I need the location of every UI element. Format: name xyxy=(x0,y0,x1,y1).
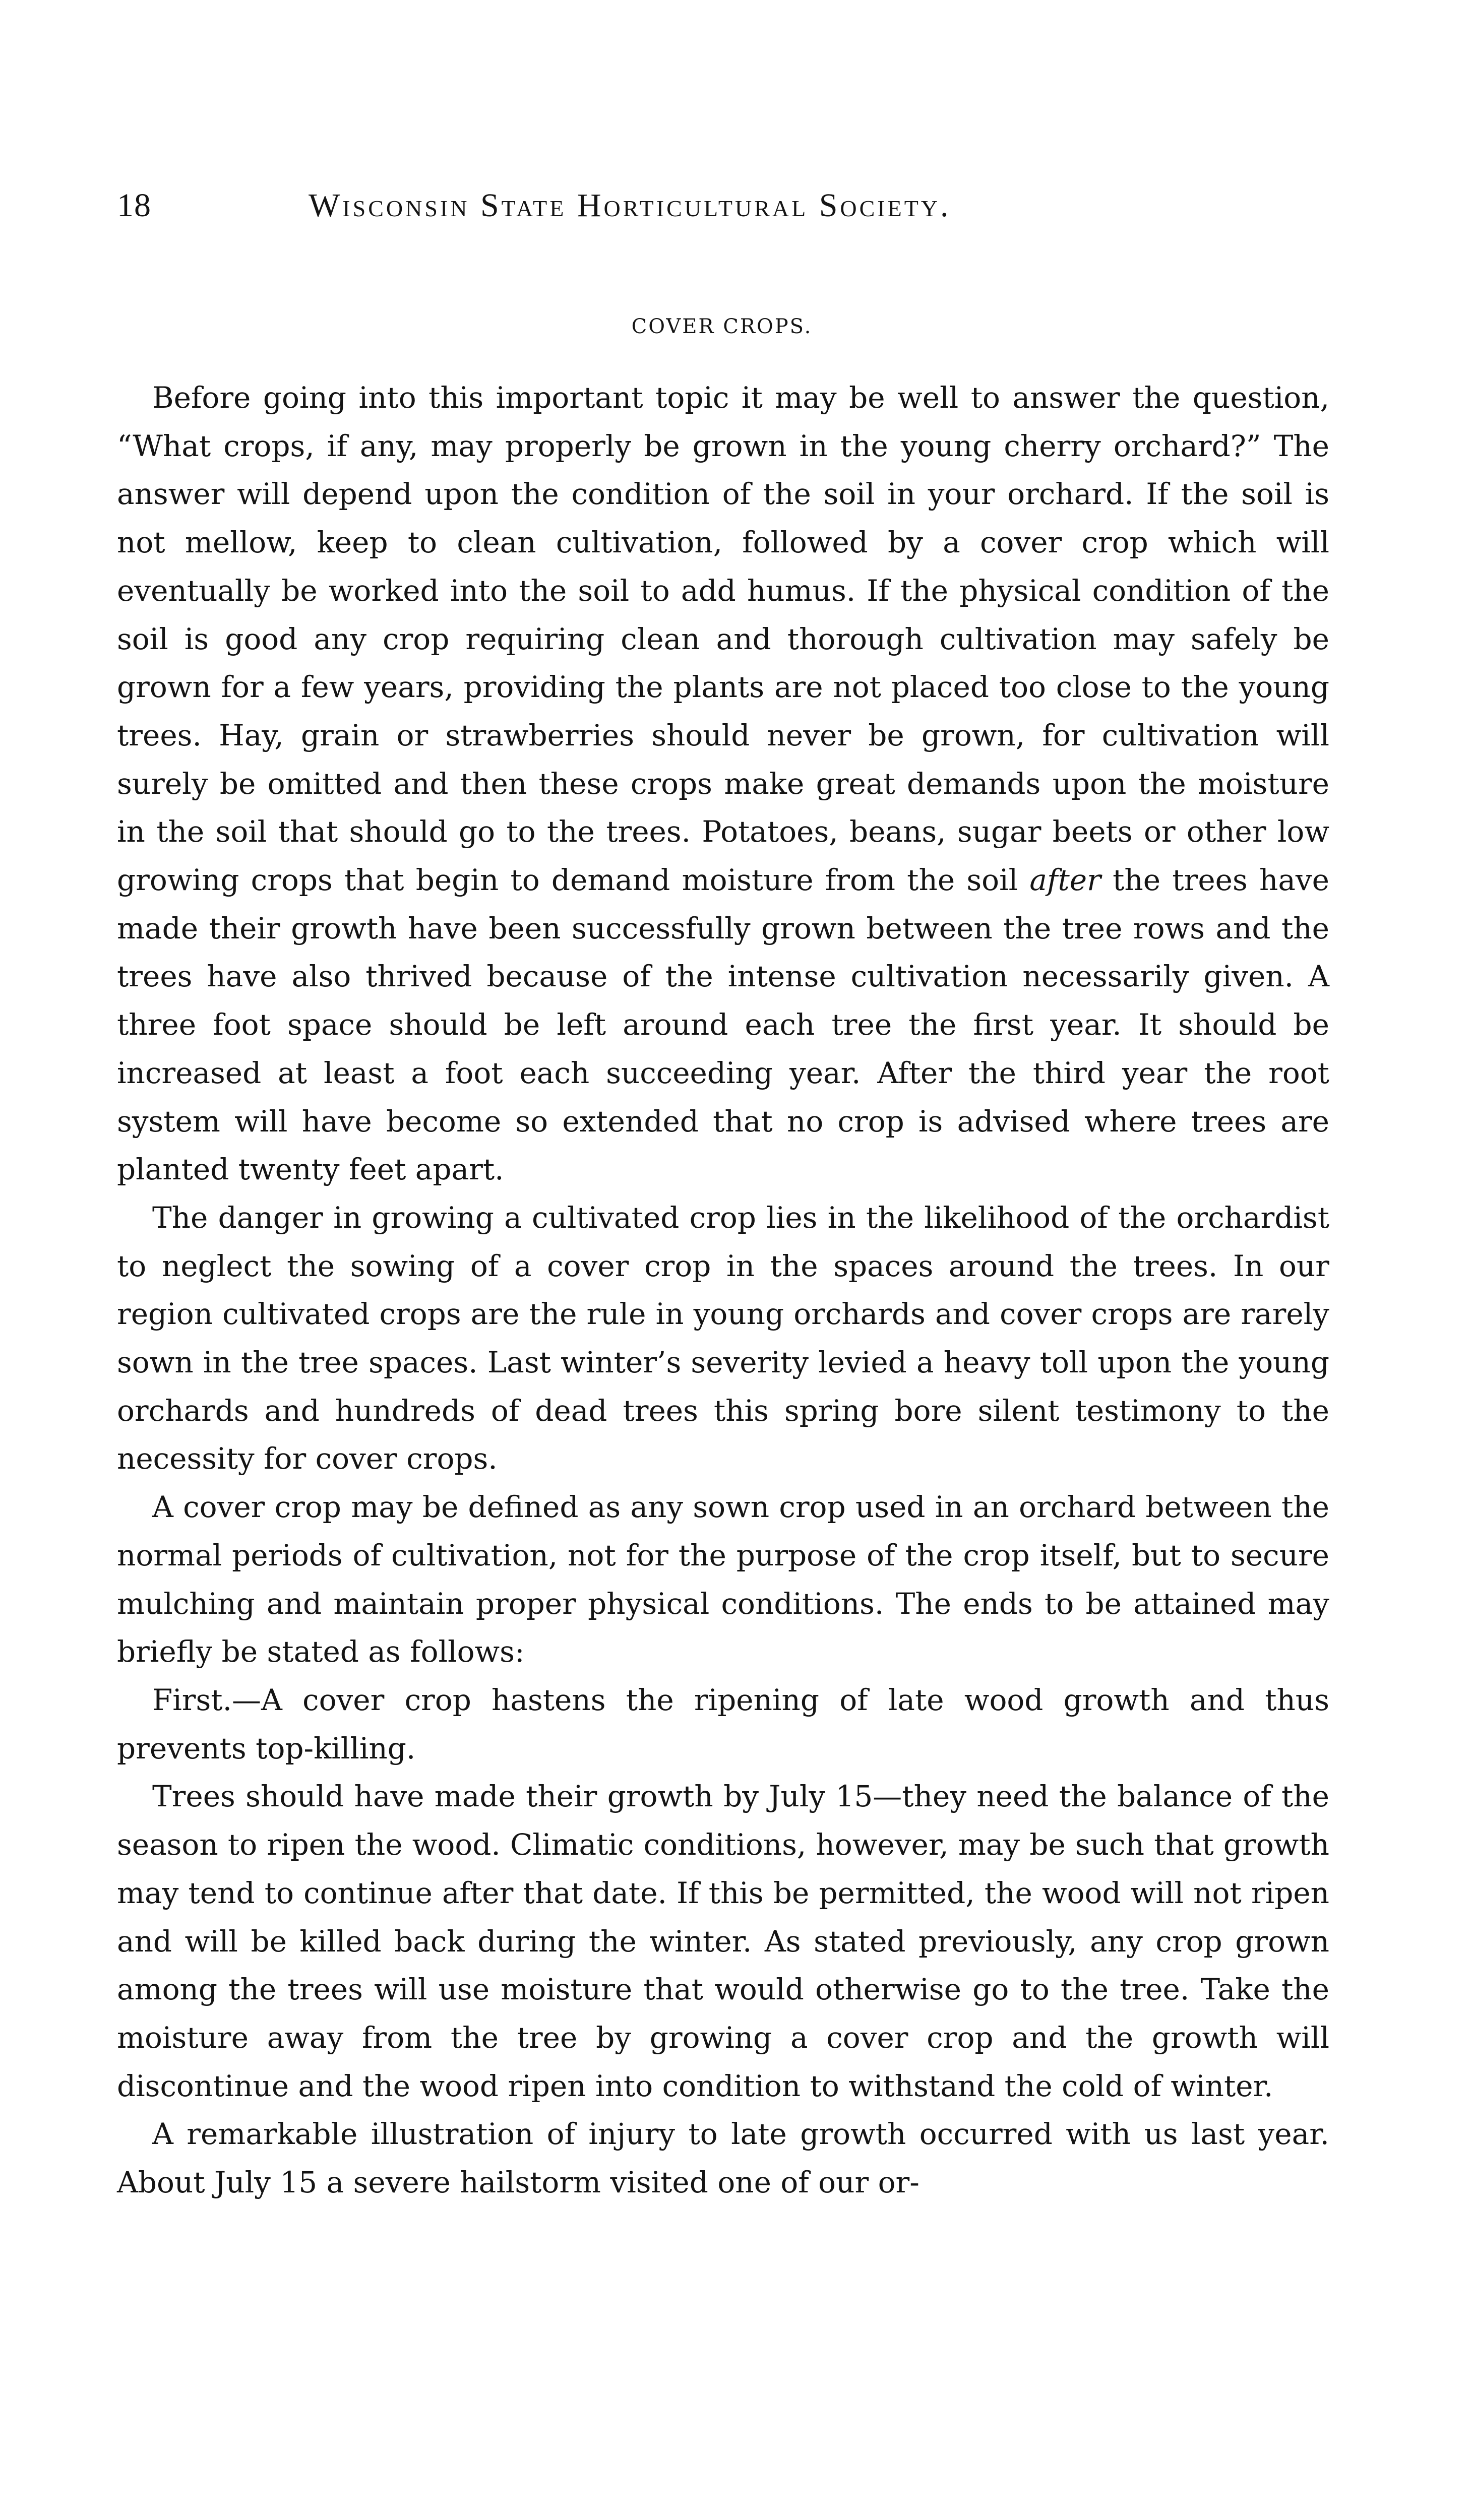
paragraph: The danger in growing a cultivated crop lies in the likelihood of the orchardist to neglect the sowing of a cover crop in the spaces around the trees. In our region cultivated crops are the rule in young orchards and cover crops are rarely sown in the tree spaces. Last winter’s severity levied a heavy toll upon the young orchards and hundreds of dead trees this spring bore silent testimony to the necessity for cover crops. xyxy=(117,1200,1329,1476)
emphasized-word: after xyxy=(1029,863,1101,898)
article-body xyxy=(117,374,1329,2207)
page-number: 18 xyxy=(117,187,151,224)
section-title: COVER CROPS. xyxy=(631,315,813,338)
running-title: Wisconsin State Horticultural Society. xyxy=(309,187,951,224)
paragraph xyxy=(117,374,1329,1194)
paragraph: Trees should have made their growth by July 15—they need the balance of the season to ripen the wood. Climatic conditions, however, may be such that growth may tend to continue after that date. If this be permitted, the wood will not ripen and will be killed back during the winter. As stated previously, any crop grown among the trees will use moisture that would otherwise go to the tree. Take the moisture away from the tree by growing a cover crop and the growth will discontinue and the wood ripen into condition to withstand the cold of winter. xyxy=(117,1779,1329,2103)
paragraph: First.—A cover crop hastens the ripening of late wood growth and thus prevents top-killing. xyxy=(117,1682,1329,1766)
paragraph: A remarkable illustration of injury to late growth occurred with us last year. About July 15 a severe hailstorm visited one of our or- xyxy=(117,2117,1329,2200)
paragraph-text: the trees have made their growth have been successfully grown between the tree rows and the trees have also thrived because of the intense cultivation necessarily given. A three foot space should be left around each tree the first year. It should be increased at least a foot each succeeding year. After the third year the root system will have become so extended that no crop is advised where trees are planted twenty feet apart. xyxy=(117,863,1329,1187)
paragraph: A cover crop may be defined as any sown crop used in an orchard between the normal periods of cultivation, not for the purpose of the crop itself, but to secure mulching and maintain proper physical conditions. The ends to be attained may briefly be stated as follows: xyxy=(117,1490,1329,1669)
paragraph-text: Before going into this important topic it may be well to answer the question, “What crops, if any, may properly be grown in the young cherry orchard?” The answer will depend upon the condition of the soil in your orchard. If the soil is not mellow, keep to clean cultivation, followed by a cover crop which will eventually be worked into the soil to add humus. If the physical condition of the soil is good any crop requiring clean and thorough cultivation may safely be grown for a few years, providing the plants are not placed too close to the young trees. Hay, grain or strawberries should never be grown, for cultivation will surely be omitted and then these crops make great demands upon the moisture in the soil that should go to the trees. Potatoes, beans, sugar beets or other low growing crops that begin to demand moisture from the soil xyxy=(117,381,1329,898)
page-header xyxy=(117,181,1327,230)
